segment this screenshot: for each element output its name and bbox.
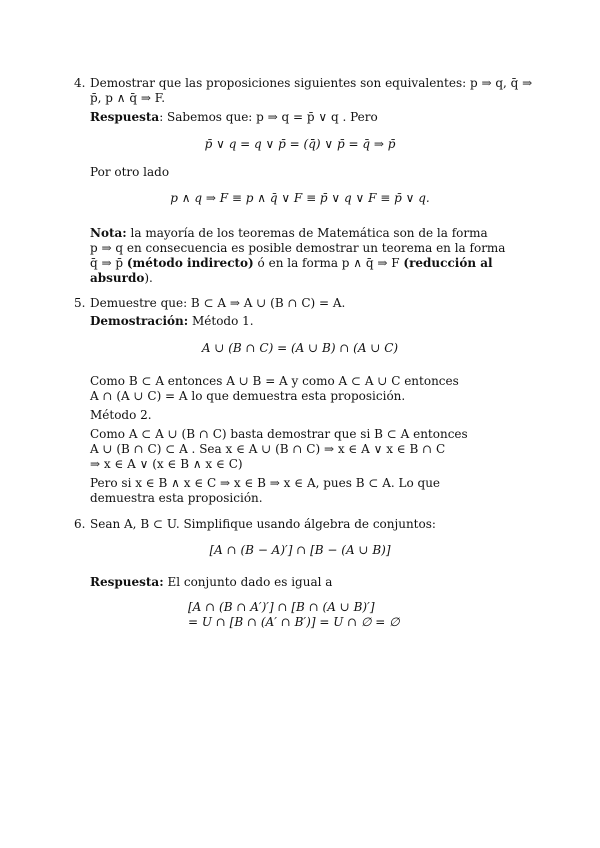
problem-4-equation-1: p̄ ∨ q = q ∨ p̄ = (q̄̄) ∨ p̄ = q̄ ⇒ p̄ bbox=[204, 137, 396, 151]
problem-4-answer bbox=[90, 110, 378, 125]
problem-5-metodo-2: Método 2. bbox=[90, 408, 152, 422]
answer-text: : Sabemos que: p ⇒ q = p̄ ∨ q . Pero bbox=[159, 110, 378, 124]
problem-5-demo bbox=[90, 314, 254, 329]
problem-6-equation-a: [A ∩ (B ∩ A′)′] ∩ [B ∩ (A ∪ B)′] bbox=[188, 600, 375, 614]
absurdo-label: absurdo bbox=[90, 271, 145, 285]
problem-5-method2-line-2: A ∪ (B ∩ C) ⊂ A . Sea x ∈ A ∪ (B ∩ C) ⇒ x ∈ A ∨ x ∈ B ∩ C bbox=[90, 442, 446, 456]
note-or-form: ó en la forma p ∧ q̄ ⇒ F bbox=[253, 256, 404, 270]
problem-6-equation-b: = U ∩ [B ∩ (A′ ∩ B′)] = U ∩ ∅ = ∅ bbox=[188, 615, 400, 629]
answer-label: Respuesta bbox=[90, 110, 160, 124]
metodo-indirecto-label: (método indirecto) bbox=[126, 256, 254, 270]
note-text-1: la mayoría de los teoremas de Matemática son de la forma bbox=[126, 226, 488, 240]
problem-5-equation: A ∪ (B ∩ C) = (A ∪ B) ∩ (A ∪ C) bbox=[201, 341, 399, 355]
problem-5-statement: Demuestre que: B ⊂ A ⇒ A ∪ (B ∩ C) = A. bbox=[90, 296, 346, 310]
problem-4-note-line-1 bbox=[90, 226, 488, 241]
problem-4-equation-2: p ∧ q ⇒ F ≡ p ∧ q̄ ∨ F ≡ p̄ ∨ q ∨ F ≡ p̄ ∨ q. bbox=[170, 191, 430, 205]
problem-4-note-line-3 bbox=[90, 256, 493, 271]
answer-text: El conjunto dado es igual a bbox=[163, 575, 333, 589]
reduccion-label: (reducción al bbox=[403, 256, 493, 270]
problem-5-pero-line-1: Pero si x ∈ B ∧ x ∈ C ⇒ x ∈ B ⇒ x ∈ A, pues B ⊂ A. Lo que bbox=[90, 476, 441, 490]
problem-6-equation: [A ∩ (B − A)′] ∩ [B − (A ∪ B)] bbox=[209, 543, 391, 557]
note-label: Nota: bbox=[90, 226, 127, 240]
problem-5-pero-line-2: demuestra esta proposición. bbox=[90, 491, 263, 505]
note-implication: q̄ ⇒ p̄ bbox=[90, 256, 127, 270]
problem-6-statement: Sean A, B ⊂ U. Simplifique usando álgebra de conjuntos: bbox=[90, 517, 436, 531]
problem-4-statement-line-2: p̄, p ∧ q̄ ⇒ F. bbox=[90, 91, 166, 105]
problem-4-note-line-2: p ⇒ q en consecuencia es posible demostrar un teorema en la forma bbox=[90, 241, 506, 255]
problem-4-number: 4. bbox=[74, 76, 86, 90]
note-end: ). bbox=[144, 271, 153, 285]
demo-label: Demostración: bbox=[90, 314, 189, 328]
problem-4-statement-line-1: Demostrar que las proposiciones siguientes son equivalentes: p ⇒ q, q̄ ⇒ bbox=[90, 76, 533, 90]
metodo-1-label: Método 1. bbox=[188, 314, 254, 328]
answer-label: Respuesta: bbox=[90, 575, 164, 589]
problem-5-method2-line-3: ⇒ x ∈ A ∨ (x ∈ B ∧ x ∈ C) bbox=[90, 457, 243, 471]
problem-5-como-line-1: Como B ⊂ A entonces A ∪ B = A y como A ⊂ A ∪ C entonces bbox=[90, 374, 459, 388]
problem-4-note-line-4 bbox=[90, 271, 153, 286]
problem-5-como-line-2: A ∩ (A ∪ C) = A lo que demuestra esta proposición. bbox=[90, 389, 406, 403]
problem-6-answer bbox=[90, 575, 332, 590]
problem-6-number: 6. bbox=[74, 517, 86, 531]
problem-4-other-side: Por otro lado bbox=[90, 165, 170, 179]
problem-5-method2-line-1: Como A ⊂ A ∪ (B ∩ C) basta demostrar que si B ⊂ A entonces bbox=[90, 427, 468, 441]
problem-5-number: 5. bbox=[74, 296, 86, 310]
